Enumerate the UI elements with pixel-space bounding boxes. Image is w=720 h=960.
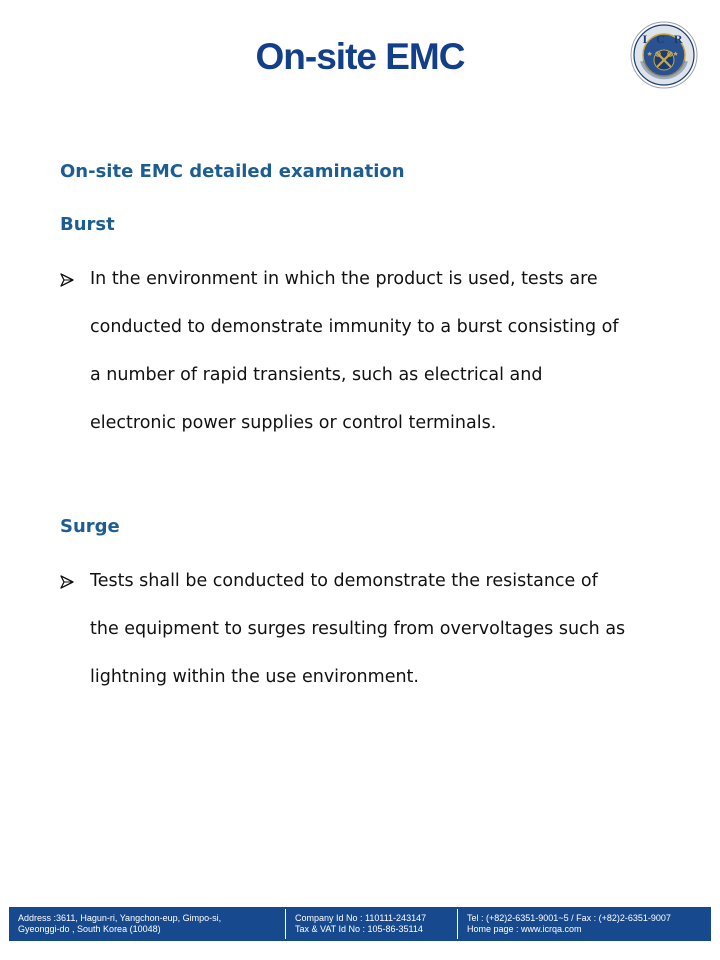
bullet-line: conducted to demonstrate immunity to a burst consisting of <box>90 317 619 337</box>
bullet-line: the equipment to surges resulting from overvoltages such as <box>90 619 626 639</box>
icr-logo-icon <box>630 21 698 89</box>
footer-company-ids <box>286 907 457 941</box>
section-heading-surge: Surge <box>60 516 120 537</box>
bullet-item-surge <box>60 557 660 701</box>
arrow-bullet-icon <box>60 557 78 605</box>
bullet-line: lightning within the use environment. <box>90 667 419 687</box>
footer-contact <box>458 907 710 941</box>
subtitle: On-site EMC detailed examination <box>60 161 405 182</box>
footer-address <box>9 907 285 941</box>
bullet-line: electronic power supplies or control terminals. <box>90 413 497 433</box>
bullet-text-burst <box>90 255 670 447</box>
footer-address-line: Gyeonggi-do , South Korea (10048) <box>18 924 161 934</box>
bullet-text-surge <box>90 557 670 701</box>
svg-text:I C R: I C R <box>642 32 686 46</box>
section-heading-burst: Burst <box>60 214 115 235</box>
arrow-bullet-icon <box>60 255 78 303</box>
bullet-line: a number of rapid transients, such as electrical and <box>90 365 543 385</box>
bullet-line: In the environment in which the product is used, tests are <box>90 269 598 289</box>
footer-company-line: Company Id No : 110111-243147 <box>295 913 427 923</box>
footer-contact-line: Home page : www.icrqa.com <box>467 924 582 934</box>
footer-address-line: Address :3611, Hagun-ri, Yangchon-eup, Gimpo-si, <box>18 913 222 923</box>
footer-bar <box>9 907 711 941</box>
bullet-item-burst <box>60 255 660 447</box>
footer-contact-line: Tel : (+82)2-6351-9001~5 / Fax : (+82)2-6351-9007 <box>467 913 671 923</box>
footer-company-line: Tax & VAT Id No : 105-86-35114 <box>295 924 423 934</box>
bullet-line: Tests shall be conducted to demonstrate the resistance of <box>90 571 598 591</box>
page-title: On-site EMC <box>255 36 465 77</box>
